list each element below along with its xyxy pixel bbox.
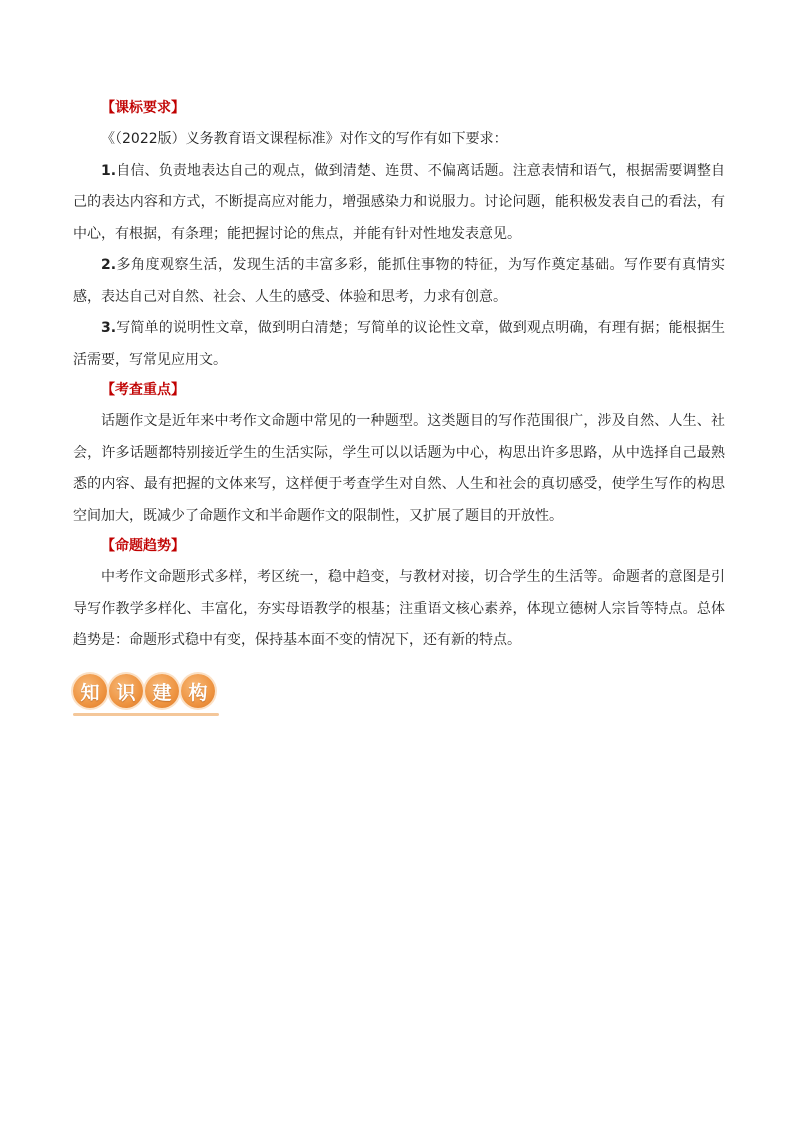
banner-char-badge: 构 [181, 674, 215, 708]
qushi-paragraph: 中考作文命题形式多样，考区统一，稳中趋变，与教材对接，切合学生的生活等。命题者的意图是引导写作教学多样化、丰富化，夯实母语教学的根基；注重语文核心素养，体现立德树人宗旨等特点。总体趋势是：命题形式稳中有变，保持基本面不变的情况下，还有新的特点。 [73, 569, 725, 648]
banner-char-badge: 知 [73, 674, 107, 708]
kebiao-item-2 [73, 250, 725, 313]
section-heading-kaocha: 【考查重点】 [101, 382, 185, 398]
item-number: 1. [101, 162, 117, 179]
knowledge-construction-banner [73, 674, 215, 708]
item-text: 多角度观察生活，发现生活的丰富多彩，能抓住事物的特征，为写作奠定基础。写作要有真情实感，表达自己对自然、社会、人生的感受、体验和思考，力求有创意。 [73, 257, 725, 305]
section-heading-kebiao: 【课标要求】 [101, 100, 185, 116]
kebiao-intro: 《（2022版）义务教育语文课程标准》对作文的写作有如下要求： [101, 131, 508, 147]
item-text: 写简单的说明性文章，做到明白清楚；写简单的议论性文章，做到观点明确，有理有据；能根据生活需要，写常见应用文。 [73, 320, 725, 368]
banner-char-badge: 识 [109, 674, 143, 708]
section-heading-qushi: 【命题趋势】 [101, 538, 185, 554]
item-number: 3. [101, 320, 117, 336]
item-text: 自信、负责地表达自己的观点，做到清楚、连贯、不偏离话题。注意表情和语气，根据需要调整自己的表达内容和方式，不断提高应对能力，增强感染力和说服力。讨论问题，能积极发表自己的看法，有中心，有根据，有条理；能把握讨论的焦点，并能有针对性地发表意见。 [73, 162, 725, 242]
document-body [73, 98, 725, 657]
banner-underline [73, 713, 219, 716]
kebiao-item-3 [73, 313, 725, 376]
kebiao-item-1 [73, 156, 725, 251]
banner-char-badge: 建 [145, 674, 179, 708]
item-number: 2. [101, 257, 117, 273]
kaocha-paragraph: 话题作文是近年来中考作文命题中常见的一种题型。这类题目的写作范围很广，涉及自然、人生、社会，许多话题都特别接近学生的生活实际，学生可以以话题为中心，构思出许多思路，从中选择自己最熟悉的内容、最有把握的文体来写，这样便于考查学生对自然、人生和社会的真切感受，使学生写作的构思空间加大，既减少了命题作文和半命题作文的限制性，又扩展了题目的开放性。 [73, 413, 725, 524]
